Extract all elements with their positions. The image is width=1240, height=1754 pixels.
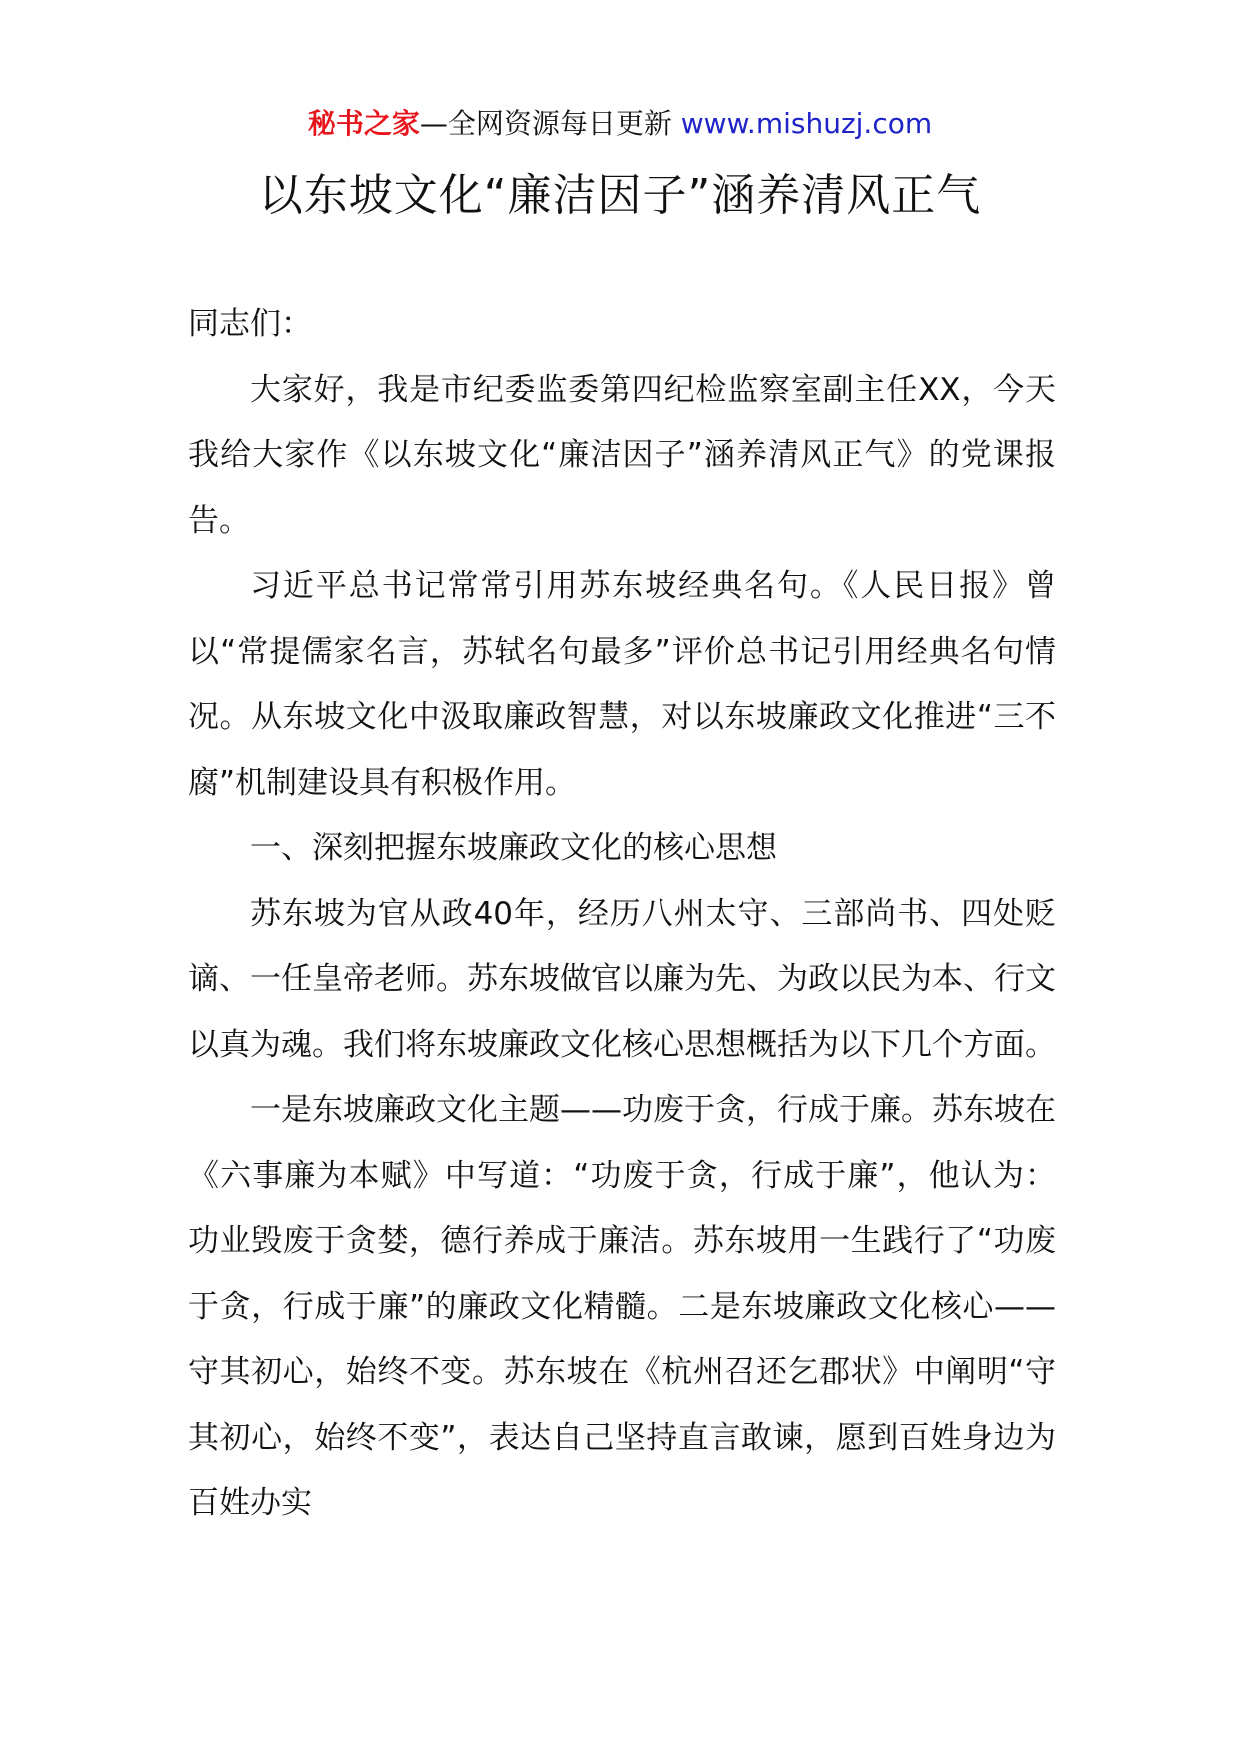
- document-title: 以东坡文化“廉洁因子”涵养清风正气: [258, 170, 982, 221]
- paragraph-career: 苏东坡为官从政40年，经历八州太守、三部尚书、四处贬谪、一任皇帝老师。苏东坡做官以廉为先、为政以民为本、行文以真为魂。我们将东坡廉政文化核心思想概括为以下几个方面。: [188, 895, 1056, 1063]
- section-heading-1: 一、深刻把握东坡廉政文化的核心思想: [250, 830, 777, 866]
- site-url-link[interactable]: www.mishuzj.com: [680, 107, 933, 140]
- site-tagline: —全网资源每日更新: [419, 107, 681, 140]
- paragraph-core-ideas: 一是东坡廉政文化主题——功废于贪，行成于廉。苏东坡在《六事廉为本赋》中写道：“功废于贪，行成于廉”，他认为：功业毁废于贪婪，德行养成于廉洁。苏东坡用一生践行了“功废于贪，行成于廉”的廉政文化精髓。二是东坡廉政文化核心——守其初心，始终不变。苏东坡在《杭州召还乞郡状》中阐明“守其初心，始终不变”，表达自己坚持直言敢谏，愿到百姓身边为百姓办实: [188, 1092, 1056, 1521]
- site-brand: 秘书之家: [307, 107, 420, 140]
- paragraph-intro: 大家好，我是市纪委监委第四纪检监察室副主任XX，今天我给大家作《以东坡文化“廉洁因子”涵养清风正气》的党课报告。: [188, 371, 1056, 539]
- salutation: 同志们：: [188, 306, 312, 342]
- document-body: [188, 292, 1056, 1537]
- site-header: [0, 104, 1240, 144]
- paragraph-background: 习近平总书记常常引用苏东坡经典名句。《人民日报》曾以“常提儒家名言，苏轼名句最多”评价总书记引用经典名句情况。从东坡文化中汲取廉政智慧，对以东坡廉政文化推进“三不腐”机制建设具有积极作用。: [188, 568, 1056, 801]
